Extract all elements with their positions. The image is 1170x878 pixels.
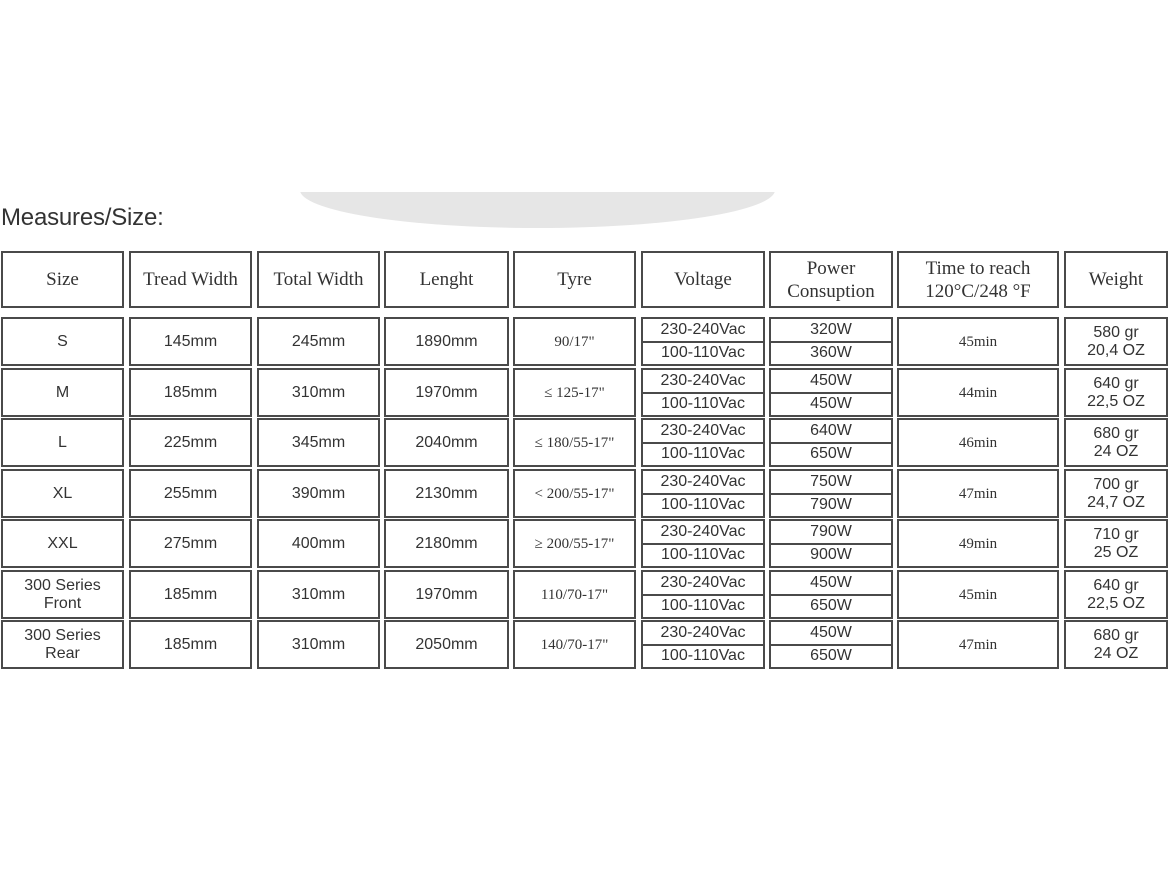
tread-value: 145mm xyxy=(163,332,218,350)
header-tread-label: Tread Width xyxy=(143,269,238,290)
time-value: 47min xyxy=(958,485,998,502)
header-size xyxy=(1,251,124,308)
weight-grams: 680 gr xyxy=(1093,626,1139,644)
size-sublabel: Rear xyxy=(45,644,80,662)
weight-ounces: 22,5 OZ xyxy=(1087,392,1145,410)
weight-ounces: 20,4 OZ xyxy=(1087,341,1145,359)
header-length xyxy=(384,251,509,308)
length-value: 2130mm xyxy=(415,484,478,502)
header-power-line1: Power xyxy=(806,257,856,279)
time-cell xyxy=(897,368,1059,417)
power-cell xyxy=(769,519,893,568)
header-time-line1: Time to reach xyxy=(925,257,1031,279)
size-cell xyxy=(1,469,124,518)
total-cell xyxy=(257,418,380,467)
length-cell xyxy=(384,570,509,619)
voltage-value: 100-110Vac xyxy=(643,442,763,466)
header-power-line2: Consuption xyxy=(787,280,875,302)
tread-cell xyxy=(129,570,252,619)
tread-value: 275mm xyxy=(163,534,218,552)
time-value: 44min xyxy=(958,384,998,401)
tyre-value: < 200/55-17" xyxy=(534,485,615,502)
tread-cell xyxy=(129,469,252,518)
header-tyre-label: Tyre xyxy=(557,269,592,290)
power-value: 450W xyxy=(771,392,891,416)
weight-cell xyxy=(1064,570,1168,619)
voltage-value: 100-110Vac xyxy=(643,341,763,365)
decorative-arc xyxy=(300,192,775,228)
total-value: 400mm xyxy=(291,534,346,552)
length-cell xyxy=(384,418,509,467)
voltage-value: 230-240Vac xyxy=(660,522,746,540)
tread-value: 255mm xyxy=(163,484,218,502)
voltage-value: 100-110Vac xyxy=(643,594,763,618)
length-cell xyxy=(384,620,509,669)
weight-ounces: 25 OZ xyxy=(1093,543,1139,561)
size-label: 300 Series xyxy=(24,626,101,644)
power-value: 450W xyxy=(810,623,852,641)
tread-cell xyxy=(129,519,252,568)
power-cell xyxy=(769,368,893,417)
size-sublabel: Front xyxy=(43,594,82,612)
time-cell xyxy=(897,519,1059,568)
tyre-cell xyxy=(513,570,636,619)
length-cell xyxy=(384,469,509,518)
page-title: Measures/Size: xyxy=(1,204,164,231)
size-label: XXL xyxy=(47,534,78,552)
voltage-value: 100-110Vac xyxy=(643,392,763,416)
time-cell xyxy=(897,620,1059,669)
voltage-cell xyxy=(641,570,765,619)
power-cell xyxy=(769,620,893,669)
voltage-value: 230-240Vac xyxy=(660,573,746,591)
time-value: 49min xyxy=(958,535,998,552)
voltage-value: 230-240Vac xyxy=(660,472,746,490)
voltage-cell xyxy=(641,317,765,366)
power-value: 650W xyxy=(771,644,891,668)
voltage-value: 100-110Vac xyxy=(643,644,763,668)
weight-grams: 580 gr xyxy=(1093,323,1139,341)
length-value: 2050mm xyxy=(415,635,478,653)
size-cell xyxy=(1,570,124,619)
tread-value: 225mm xyxy=(163,433,218,451)
size-label: 300 Series xyxy=(24,576,101,594)
power-cell xyxy=(769,317,893,366)
weight-cell xyxy=(1064,418,1168,467)
size-cell xyxy=(1,519,124,568)
total-value: 310mm xyxy=(291,585,346,603)
header-tread xyxy=(129,251,252,308)
header-voltage-label: Voltage xyxy=(674,269,732,290)
length-value: 1890mm xyxy=(415,332,478,350)
weight-grams: 680 gr xyxy=(1093,424,1139,442)
voltage-cell xyxy=(641,620,765,669)
total-value: 245mm xyxy=(291,332,346,350)
total-value: 345mm xyxy=(291,433,346,451)
header-total-label: Total Width xyxy=(273,269,364,290)
voltage-value: 100-110Vac xyxy=(643,543,763,567)
header-total xyxy=(257,251,380,308)
total-cell xyxy=(257,469,380,518)
size-label: L xyxy=(58,433,67,451)
time-value: 45min xyxy=(958,333,998,350)
time-value: 46min xyxy=(958,434,998,451)
weight-cell xyxy=(1064,519,1168,568)
weight-cell xyxy=(1064,317,1168,366)
length-cell xyxy=(384,368,509,417)
power-cell xyxy=(769,418,893,467)
header-size-label: Size xyxy=(46,269,79,290)
tread-value: 185mm xyxy=(163,383,218,401)
total-value: 310mm xyxy=(291,383,346,401)
tyre-value: 90/17" xyxy=(554,333,595,350)
header-time xyxy=(897,251,1059,308)
size-cell xyxy=(1,317,124,366)
header-tyre xyxy=(513,251,636,308)
total-cell xyxy=(257,368,380,417)
power-value: 650W xyxy=(771,442,891,466)
length-value: 2180mm xyxy=(415,534,478,552)
tyre-value: ≥ 200/55-17" xyxy=(534,535,615,552)
time-cell xyxy=(897,469,1059,518)
power-value: 750W xyxy=(810,472,852,490)
length-cell xyxy=(384,519,509,568)
weight-ounces: 22,5 OZ xyxy=(1087,594,1145,612)
voltage-value: 230-240Vac xyxy=(660,421,746,439)
total-value: 310mm xyxy=(291,635,346,653)
size-cell xyxy=(1,368,124,417)
time-value: 47min xyxy=(958,636,998,653)
header-weight xyxy=(1064,251,1168,308)
power-value: 450W xyxy=(810,371,852,389)
tread-cell xyxy=(129,368,252,417)
length-value: 1970mm xyxy=(415,585,478,603)
tyre-value: 110/70-17" xyxy=(540,586,609,603)
weight-cell xyxy=(1064,368,1168,417)
weight-grams: 710 gr xyxy=(1093,525,1139,543)
tread-cell xyxy=(129,317,252,366)
time-cell xyxy=(897,418,1059,467)
tread-cell xyxy=(129,620,252,669)
tyre-cell xyxy=(513,469,636,518)
header-length-label: Lenght xyxy=(419,269,474,290)
voltage-value: 100-110Vac xyxy=(643,493,763,517)
header-voltage xyxy=(641,251,765,308)
voltage-value: 230-240Vac xyxy=(660,623,746,641)
voltage-value: 230-240Vac xyxy=(660,371,746,389)
total-cell xyxy=(257,570,380,619)
tyre-value: ≤ 125-17" xyxy=(544,384,605,401)
power-value: 900W xyxy=(771,543,891,567)
tyre-cell xyxy=(513,317,636,366)
tyre-cell xyxy=(513,620,636,669)
length-value: 2040mm xyxy=(415,433,478,451)
time-value: 45min xyxy=(958,586,998,603)
power-value: 320W xyxy=(810,320,852,338)
size-label: S xyxy=(57,332,68,350)
total-cell xyxy=(257,317,380,366)
voltage-cell xyxy=(641,519,765,568)
time-cell xyxy=(897,317,1059,366)
power-value: 360W xyxy=(771,341,891,365)
size-label: XL xyxy=(52,484,73,502)
weight-ounces: 24 OZ xyxy=(1093,644,1139,662)
weight-grams: 640 gr xyxy=(1093,576,1139,594)
total-cell xyxy=(257,620,380,669)
size-cell xyxy=(1,620,124,669)
header-power xyxy=(769,251,893,308)
tread-value: 185mm xyxy=(163,585,218,603)
tread-cell xyxy=(129,418,252,467)
tyre-value: 140/70-17" xyxy=(540,636,609,653)
size-cell xyxy=(1,418,124,467)
total-cell xyxy=(257,519,380,568)
voltage-cell xyxy=(641,469,765,518)
tyre-cell xyxy=(513,368,636,417)
total-value: 390mm xyxy=(291,484,346,502)
power-value: 790W xyxy=(771,493,891,517)
length-value: 1970mm xyxy=(415,383,478,401)
power-cell xyxy=(769,469,893,518)
length-cell xyxy=(384,317,509,366)
power-value: 640W xyxy=(810,421,852,439)
power-value: 450W xyxy=(810,573,852,591)
weight-cell xyxy=(1064,469,1168,518)
power-value: 650W xyxy=(771,594,891,618)
power-value: 790W xyxy=(810,522,852,540)
time-cell xyxy=(897,570,1059,619)
voltage-cell xyxy=(641,418,765,467)
weight-grams: 700 gr xyxy=(1093,475,1139,493)
tyre-cell xyxy=(513,418,636,467)
tyre-cell xyxy=(513,519,636,568)
weight-grams: 640 gr xyxy=(1093,374,1139,392)
header-weight-label: Weight xyxy=(1088,269,1144,290)
voltage-cell xyxy=(641,368,765,417)
weight-ounces: 24,7 OZ xyxy=(1087,493,1145,511)
voltage-value: 230-240Vac xyxy=(660,320,746,338)
power-cell xyxy=(769,570,893,619)
size-label: M xyxy=(55,383,70,401)
header-time-line2: 120°C/248 °F xyxy=(925,280,1031,302)
tread-value: 185mm xyxy=(163,635,218,653)
weight-ounces: 24 OZ xyxy=(1093,442,1139,460)
weight-cell xyxy=(1064,620,1168,669)
tyre-value: ≤ 180/55-17" xyxy=(534,434,615,451)
